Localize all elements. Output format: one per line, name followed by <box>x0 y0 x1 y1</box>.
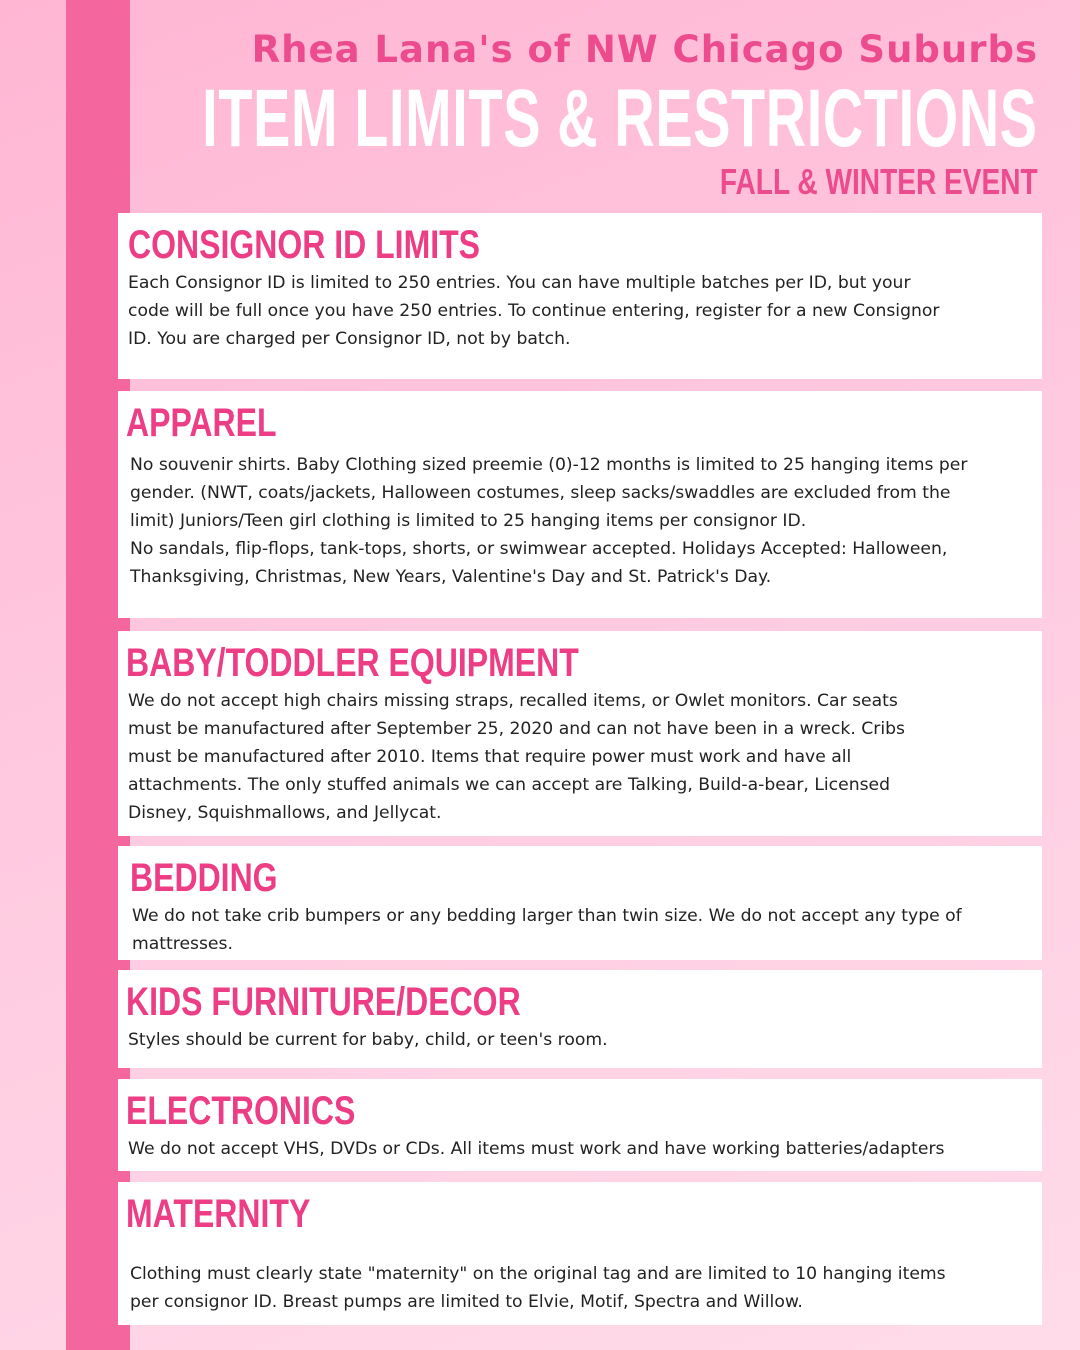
event-name: FALL & WINTER EVENT <box>720 161 1038 202</box>
section-kids-furniture-decor <box>118 970 1042 1068</box>
page-header <box>0 22 1038 202</box>
store-name: Rhea Lana's of NW Chicago Suburbs <box>251 28 1038 71</box>
section-title: BEDDING <box>130 856 278 900</box>
section-text: Styles should be current for baby, child, or teen's room. <box>128 1030 608 1050</box>
section-maternity <box>118 1182 1042 1325</box>
page-title: ITEM LIMITS & RESTRICTIONS <box>202 73 1038 164</box>
section-text: We do not accept VHS, DVDs or CDs. All items must work and have working batteries/adapters <box>128 1139 945 1159</box>
section-consignor-id-limits <box>118 213 1042 379</box>
section-title: CONSIGNOR ID LIMITS <box>128 223 480 267</box>
section-text: We do not take crib bumpers or any bedding larger than twin size. We do not accept any type of mattresses. <box>132 906 962 954</box>
section-bedding <box>118 846 1042 960</box>
section-text: We do not accept high chairs missing straps, recalled items, or Owlet monitors. Car seats must be manufactured after September 25, 2020 and can not have been in a wreck. Cribs must be manufactured after 2010. Items that require power must work and have all attachments. The only stuffed animals we can accept are Talking, Build-a-bear, Licensed Disney, Squishmallows, and Jellycat. <box>128 691 905 823</box>
section-title: MATERNITY <box>126 1192 311 1236</box>
section-text: Clothing must clearly state "maternity" on the original tag and are limited to 10 hanging items per consignor ID. Breast pumps are limited to Elvie, Motif, Spectra and Willow. <box>130 1264 946 1312</box>
section-text: No souvenir shirts. Baby Clothing sized preemie (0)-12 months is limited to 25 hanging items per gender. (NWT, coats/jackets, Halloween costumes, sleep sacks/swaddles are excluded from the limit) Juniors/Teen girl clothing is limited to 25 hanging items per consignor ID. No sandals, flip-flops, tank-tops, shorts, or swimwear accepted. Holidays Accepted: Halloween, Thanksgiving, Christmas, New Years, Valentine's Day and St. Patrick's Day. <box>130 455 968 587</box>
section-title: KIDS FURNITURE/DECOR <box>126 980 521 1024</box>
section-electronics <box>118 1079 1042 1171</box>
section-apparel <box>118 391 1042 618</box>
section-title: APPAREL <box>126 401 277 445</box>
section-baby-toddler-equipment <box>118 631 1042 836</box>
section-title: ELECTRONICS <box>126 1089 356 1133</box>
section-text: Each Consignor ID is limited to 250 entries. You can have multiple batches per ID, but your code will be full once you have 250 entries. To continue entering, register for a new Consignor ID. You are charged per Consignor ID, not by batch. <box>128 273 940 349</box>
section-title: BABY/TODDLER EQUIPMENT <box>126 641 579 685</box>
